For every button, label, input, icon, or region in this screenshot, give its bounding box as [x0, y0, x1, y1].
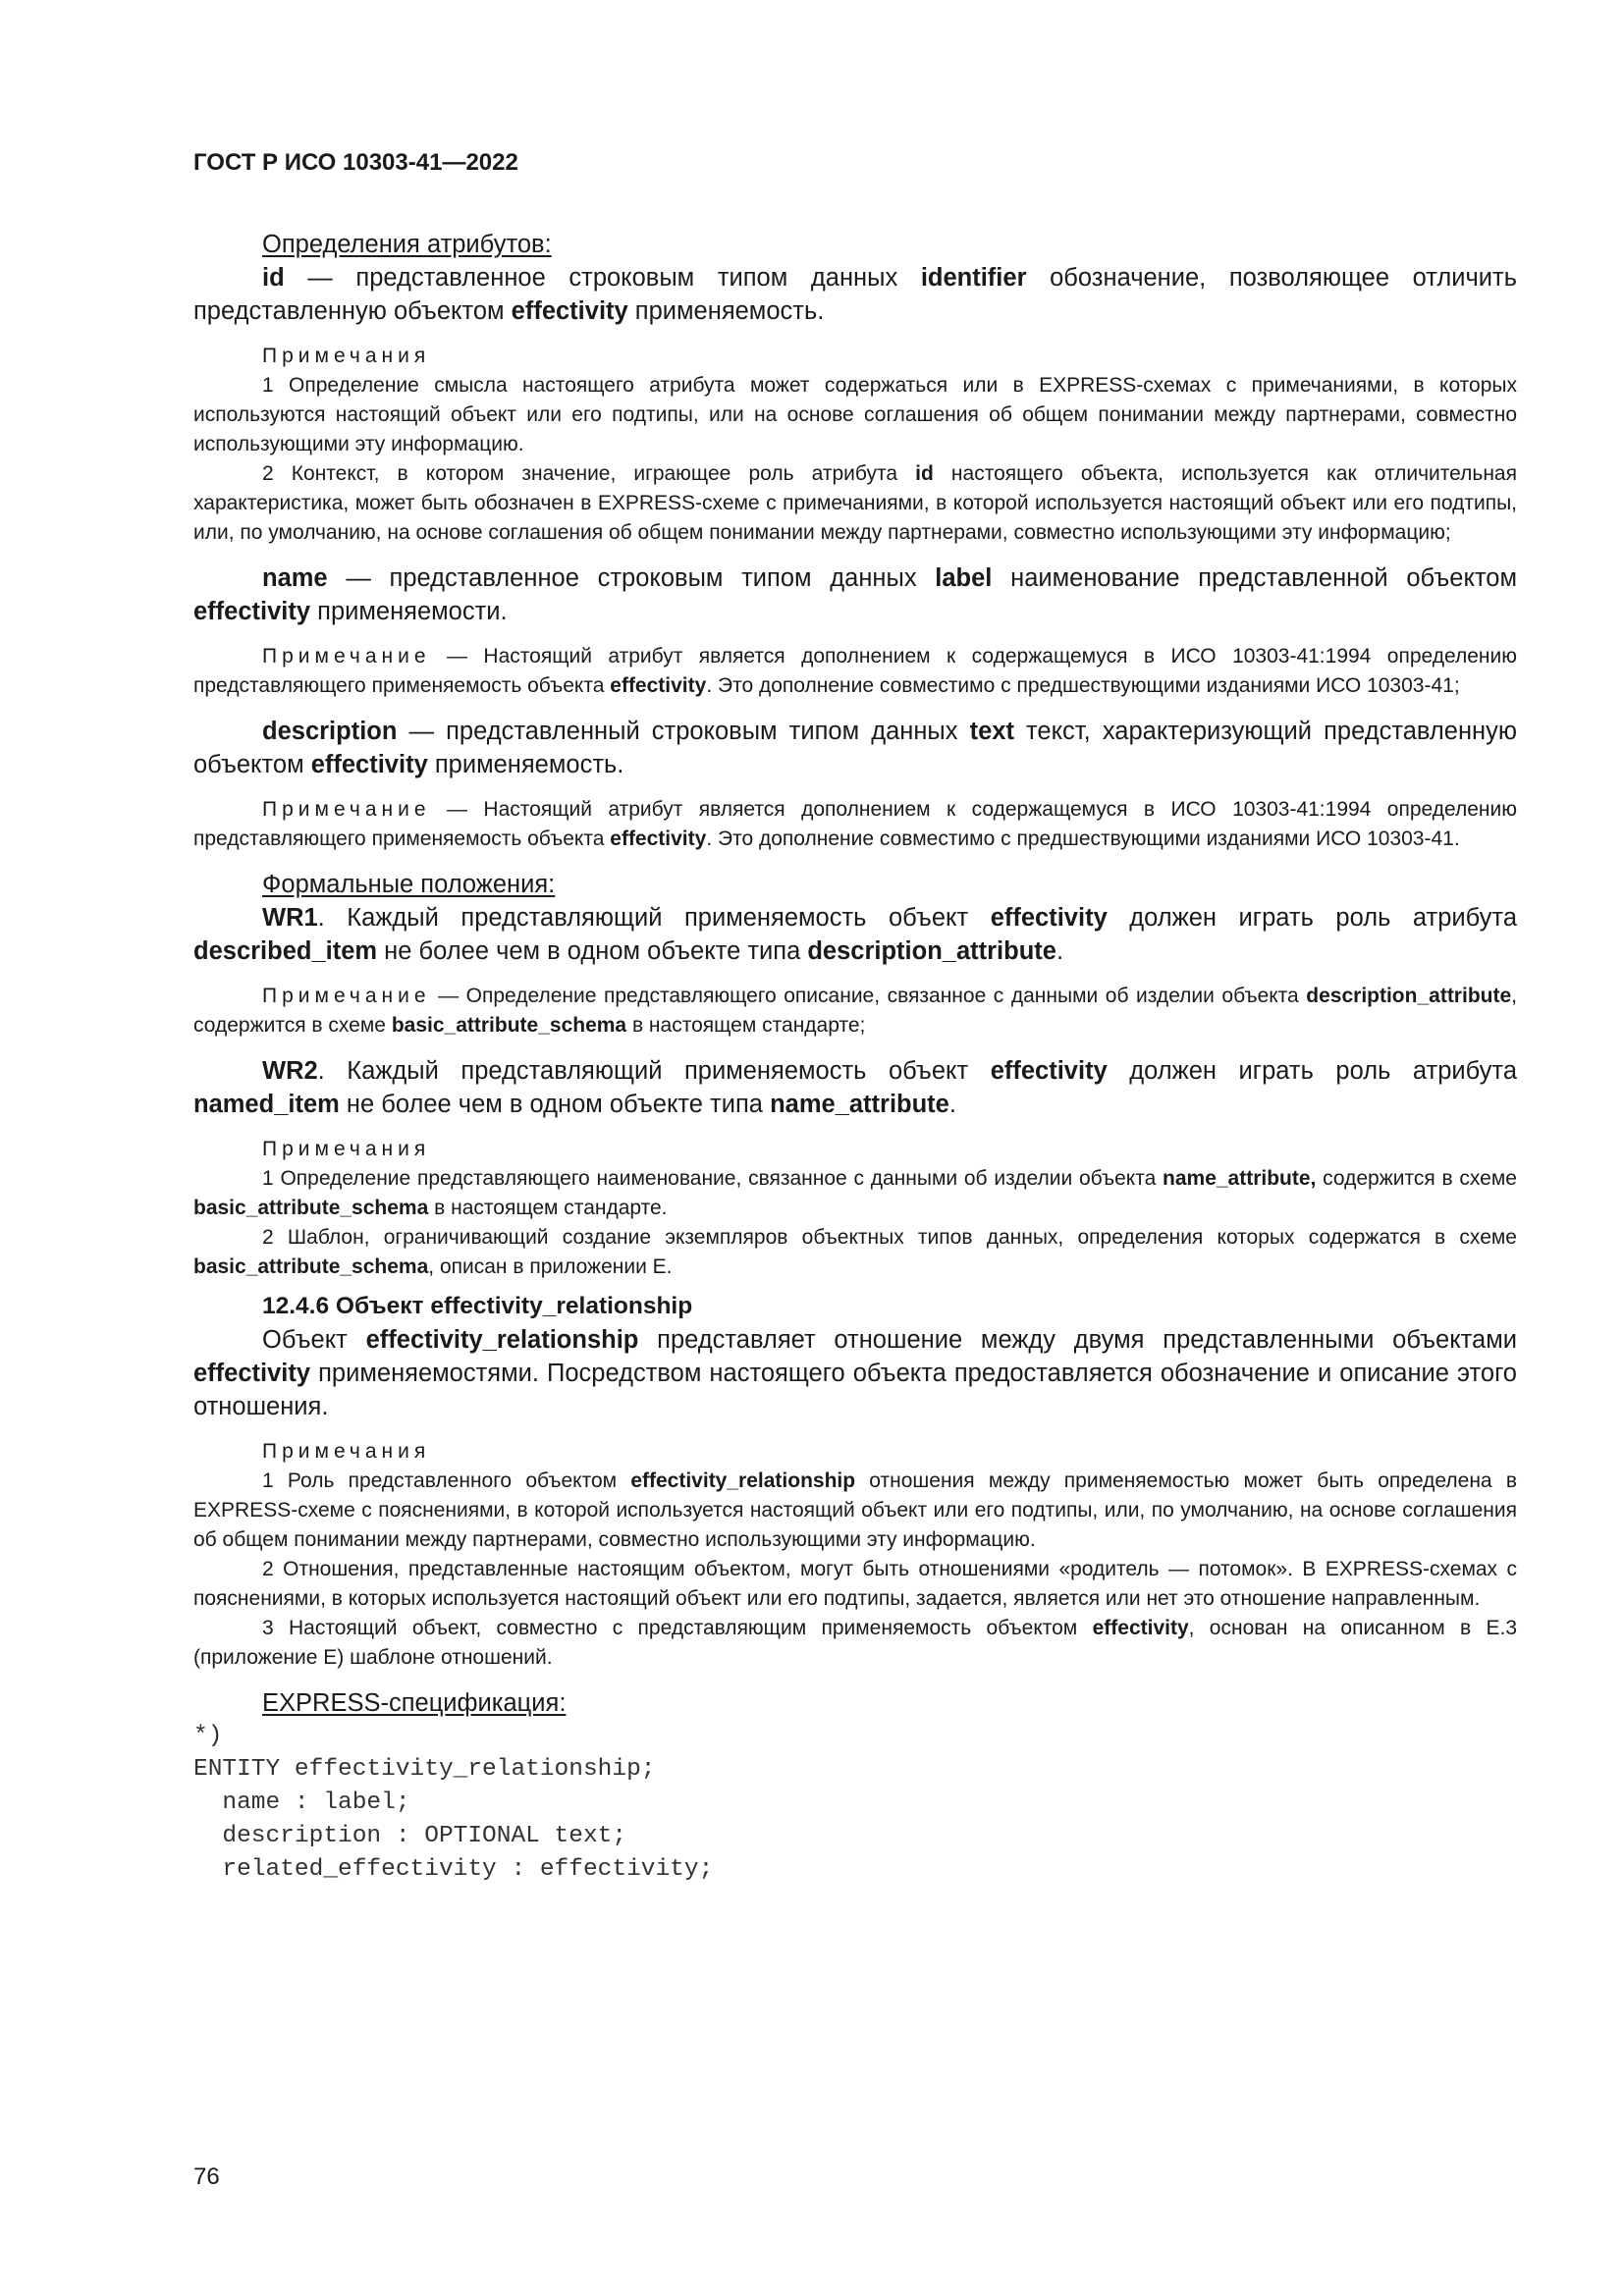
attr-description-definition: description — представленный строковым типом данных text текст, характеризующий представленную объектом effectivity применяемость. — [193, 718, 1517, 778]
attr-name-definition: name — представленное строковым типом данных label наименование представленной объектом effectivity применяемости. — [193, 564, 1517, 625]
note-id-2: 2 Контекст, в котором значение, играющее роль атрибута id настоящего объекта, используется как отличительная характеристика, может быть обозначен в EXPRESS-схеме с примечаниями, в которой используется настоящий объект или его подтипы, или, по умолчанию, на основе соглашения об общем понимании между партнерами, совместно использующими эту информацию; — [193, 462, 1517, 544]
code-line: *) — [193, 1723, 223, 1749]
attr-id-definition: id — представленное строковым типом данных identifier обозначение, позволяющее отличить представленную объектом effectivity применяемость. — [193, 264, 1517, 325]
section-note-1: 1 Роль представленного объектом effectivity_relationship отношения между применяемостью может быть определена в EXPRESS-схеме с пояснениями, в которой используется настоящий объект или его подтипы, или, по умолчанию, на основе соглашения об общем понимании между партнерами, совместно использующими эту информацию. — [193, 1469, 1517, 1551]
notes-label: Примечания — [262, 345, 431, 367]
attr-defs-title: Определения атрибутов: — [262, 231, 552, 258]
express-title: EXPRESS-спецификация: — [262, 1689, 567, 1717]
section-intro: Объект effectivity_relationship представляет отношение между двумя представленными объектами effectivity применяемостями. Посредством настоящего объекта предоставляется обозначение и описание этого отношения. — [193, 1326, 1517, 1420]
document-header: ГОСТ Р ИСО 10303-41—2022 — [193, 149, 518, 176]
note-description: Примечание — Настоящий атрибут является дополнением к содержащемуся в ИСО 10303-41:1994 определению представляющего применяемость объекта effectivity. Это дополнение совместимо с предшествующими изданиями ИСО 10303-41. — [193, 798, 1517, 850]
page-content — [193, 228, 1517, 1887]
note-name: Примечание — Настоящий атрибут является дополнением к содержащемуся в ИСО 10303-41:1994 определению представляющего применяемость объекта effectivity. Это дополнение совместимо с предшествующими изданиями ИСО 10303-41; — [193, 645, 1517, 697]
section-heading: 12.4.6 Объект effectivity_relationship — [262, 1293, 693, 1319]
code-line: ENTITY effectivity_relationship; — [193, 1756, 656, 1783]
wr2-rule: WR2. Каждый представляющий применяемость объект effectivity должен играть роль атрибута named_item не более чем в одном объекте типа name_attribute. — [193, 1057, 1517, 1118]
formal-title: Формальные положения: — [262, 871, 556, 898]
section-notes-label: Примечания — [262, 1440, 431, 1463]
notes-wr2-label: Примечания — [262, 1138, 431, 1160]
section-note-2: 2 Отношения, представленные настоящим объектом, могут быть отношениями «родитель — потомок». В EXPRESS-схемах с пояснениями, в которых используется настоящий объект или его подтипы, задается, является или нет это отношение направленным. — [193, 1558, 1517, 1610]
code-line: description : OPTIONAL text; — [193, 1823, 627, 1849]
note-wr2-2: 2 Шаблон, ограничивающий создание экземпляров объектных типов данных, определения которых содержатся в схеме basic_attribute_schema, описан в приложении E. — [193, 1226, 1517, 1278]
page-number: 76 — [193, 2163, 220, 2190]
code-line: name : label; — [193, 1789, 410, 1816]
note-wr2-1: 1 Определение представляющего наименование, связанное с данными об изделии объекта name_attribute, содержится в схеме basic_attribute_schema в настоящем стандарте. — [193, 1167, 1517, 1219]
note-id-1: 1 Определение смысла настоящего атрибута может содержаться или в EXPRESS-схемах с примечаниями, в которых используются настоящий объект или его подтипы, или на основе соглашения об общем понимании между партнерами, совместно использующими эту информацию. — [193, 374, 1517, 455]
code-line: related_effectivity : effectivity; — [193, 1856, 714, 1883]
section-note-3: 3 Настоящий объект, совместно с представляющим применяемость объектом effectivity, основан на описанном в E.3 (приложение E) шаблоне отношений. — [193, 1617, 1518, 1669]
note-wr1: Примечание — Определение представляющего описание, связанное с данными об изделии объекта description_attribute, содержится в схеме basic_attribute_schema в настоящем стандарте; — [193, 985, 1517, 1037]
wr1-rule: WR1. Каждый представляющий применяемость объект effectivity должен играть роль атрибута described_item не более чем в одном объекте типа description_attribute. — [193, 904, 1517, 965]
express-code — [193, 1720, 1517, 1887]
